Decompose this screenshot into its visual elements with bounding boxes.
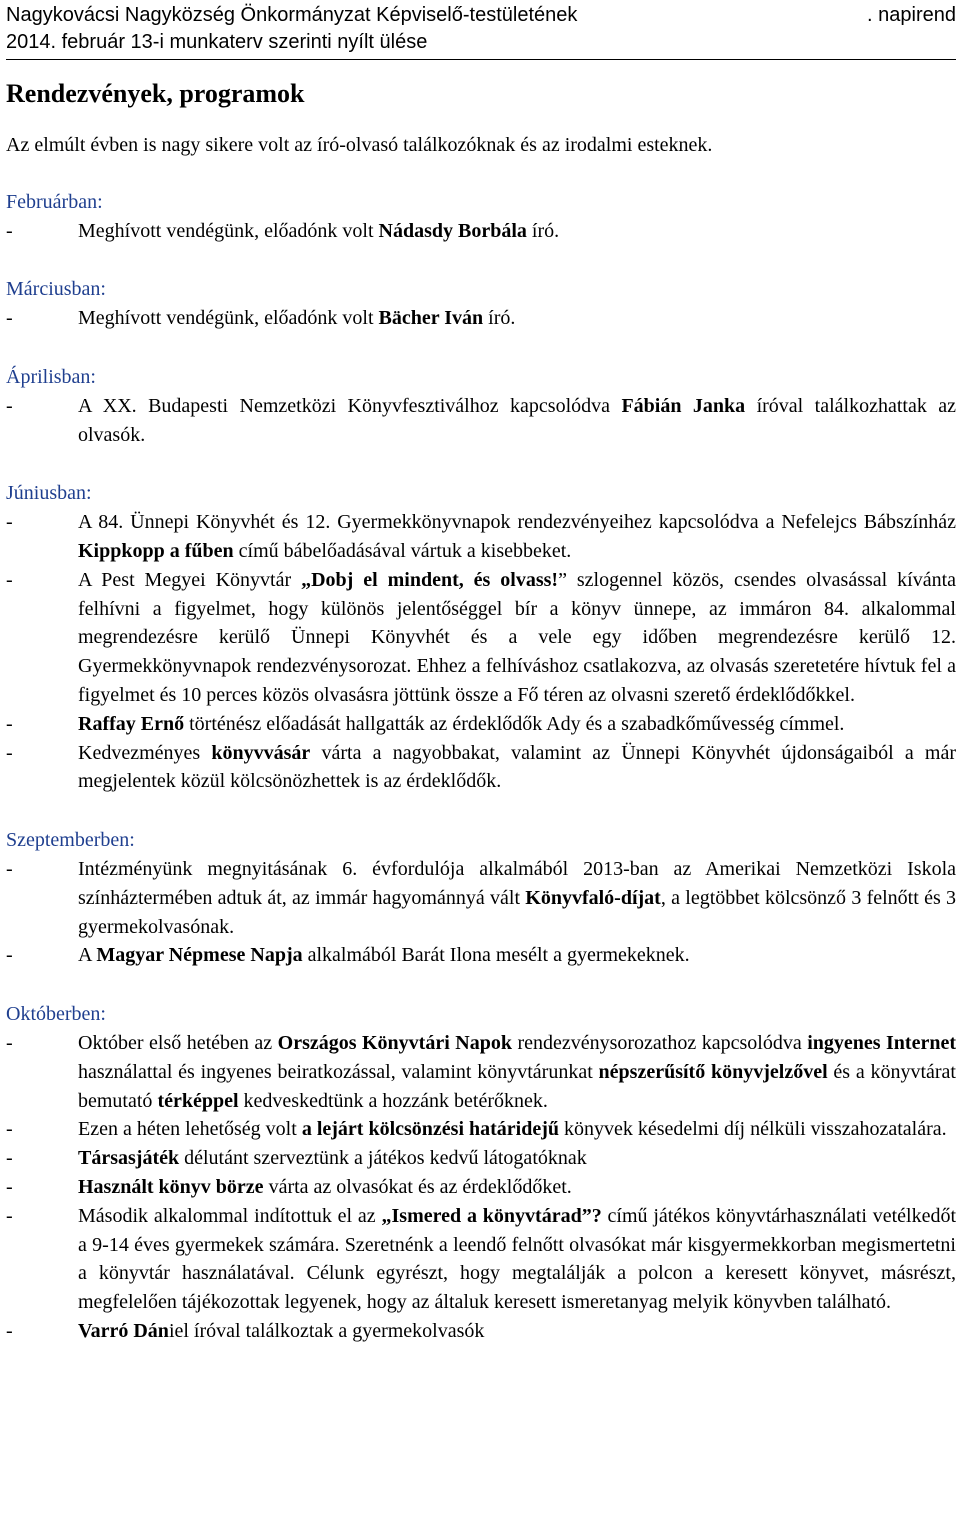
section-heading: Áprilisban: bbox=[6, 365, 96, 388]
list-item bbox=[6, 1115, 956, 1144]
list-dash: - bbox=[6, 712, 13, 735]
bold-text: térképpel bbox=[157, 1089, 239, 1112]
list-dash: - bbox=[6, 944, 13, 967]
list-item bbox=[6, 1173, 956, 1202]
bold-text: könyvvásár bbox=[211, 741, 311, 764]
list-item bbox=[6, 710, 956, 739]
list-dash: - bbox=[6, 568, 13, 591]
list-dash: - bbox=[6, 307, 13, 330]
bold-text: Fábián Janka bbox=[621, 394, 746, 417]
bold-text: Bächer Iván bbox=[378, 307, 484, 330]
list-dash: - bbox=[6, 1147, 13, 1170]
bold-text: „Ismered a könyvtárad”? bbox=[381, 1204, 602, 1227]
header-organization: Nagykovácsi Nagyközség Önkormányzat Képviselő-testületének bbox=[6, 4, 578, 26]
list-item bbox=[6, 566, 956, 710]
section-heading: Szeptemberben: bbox=[6, 829, 135, 852]
text-run: alkalmából Barát Ilona mesélt a gyermekeknek. bbox=[302, 944, 690, 967]
header-agenda-item: . napirend bbox=[867, 4, 956, 26]
bold-text: Varró Dán bbox=[78, 1319, 169, 1342]
text-run: ” szlogennel közös, csendes olvasással kívánta felhívni a figyelmet, hogy különös jelentőséggel bír a könyv ünnepe, az immáron 84. alkalommal megrendezésre kerülő Ünnepi Könyvhét és a vele egy időben megrendezésre kerülő 12. Gyermekkönyvnapok rendezvénysorozat. Ehhez a felhíváshoz csatlakozva, az olvasás szeretetére hívtuk fel a figyelmet és 10 perces közös olvasásra jöttünk össze a Fő téren az olvasni szerető érdeklődőkkel. bbox=[78, 568, 957, 706]
list-item bbox=[6, 508, 956, 566]
list-item bbox=[6, 1144, 956, 1173]
text-run: Második alkalommal indítottuk el az bbox=[78, 1204, 382, 1227]
document-body bbox=[6, 72, 956, 1346]
text-run: várta az olvasókat és az érdeklődőket. bbox=[263, 1175, 572, 1198]
text-run: című játékos könyvtárhasználati vetélkedőt a 9-14 éves gyermekek számára. Szeretnénk a leendő felnőtt olvasókat már kisgyermekkorban megismertetni a könyvtár használatával. Célunk egyrészt, hogy megtalálják a polcon a keresett könyvet, másrészt, megfelelően tájékozottak legyenek, hogy az általuk keresett ismeretanyag melyik könyvben található. bbox=[78, 1204, 957, 1314]
text-run: Meghívott vendégünk, előadónk volt bbox=[78, 307, 379, 330]
text-run: várta a nagyobbakat, valamint az Ünnepi Könyvhét újdonságaiból a már megjelentek közül kölcsönözhettek is az érdeklődők. bbox=[78, 741, 956, 793]
text-run: Október első hetében az bbox=[78, 1031, 278, 1054]
text-run: történész előadását hallgatták az érdeklődők Ady és a szabadkőművesség címmel. bbox=[184, 712, 845, 735]
section-list bbox=[6, 855, 956, 970]
section-list bbox=[6, 1029, 956, 1346]
list-item bbox=[6, 392, 956, 450]
bold-text: „Dobj el mindent, és olvass! bbox=[301, 568, 559, 591]
bold-text: Használt könyv börze bbox=[78, 1175, 264, 1198]
list-dash: - bbox=[6, 511, 13, 534]
list-dash: - bbox=[6, 394, 13, 417]
bold-text: ingyenes Internet bbox=[807, 1031, 956, 1054]
text-run: , a legtöbbet kölcsönző 3 felnőtt és 3 gyermekolvasónak. bbox=[78, 886, 956, 938]
section-heading: Júniusban: bbox=[6, 482, 92, 505]
header-session: 2014. február 13-i munkaterv szerinti nyílt ülése bbox=[6, 31, 428, 53]
list-dash: - bbox=[6, 1319, 13, 1342]
section-heading: Februárban: bbox=[6, 190, 103, 213]
bold-text: a lejárt kölcsönzési határidejű bbox=[301, 1118, 559, 1141]
list-item bbox=[6, 1202, 956, 1317]
section-list bbox=[6, 217, 956, 246]
text-run: író. bbox=[483, 307, 516, 330]
text-run: íróval találkozhattak az olvasók. bbox=[78, 394, 957, 446]
text-run: iel íróval találkoztak a gyermekolvasók bbox=[168, 1319, 485, 1342]
text-run: rendezvénysorozathoz kapcsolódva bbox=[511, 1031, 808, 1054]
bold-text: Országos Könyvtári Napok bbox=[277, 1031, 512, 1054]
list-dash: - bbox=[6, 1031, 13, 1054]
text-run: író. bbox=[526, 219, 560, 242]
list-dash: - bbox=[6, 219, 13, 242]
bold-text: Magyar Népmese Napja bbox=[96, 944, 303, 967]
text-run: A XX. Budapesti Nemzetközi Könyvfesztiválhoz kapcsolódva bbox=[78, 394, 622, 417]
section-list bbox=[6, 508, 956, 796]
text-run: és a könyvtárat bemutató bbox=[78, 1060, 956, 1112]
header-divider bbox=[6, 59, 956, 60]
text-run: használattal és ingyenes beiratkozással, valamint könyvtárunkat bbox=[78, 1060, 599, 1083]
text-run: A 84. Ünnepi Könyvhét és 12. Gyermekkönyvnapok rendezvényeihez kapcsolódva a Nefelejcs Bábszínház bbox=[78, 511, 956, 534]
list-item bbox=[6, 304, 956, 333]
list-item bbox=[6, 739, 956, 797]
list-dash: - bbox=[6, 1175, 13, 1198]
section-list bbox=[6, 392, 956, 450]
list-item bbox=[6, 941, 956, 970]
section-list bbox=[6, 304, 956, 333]
list-item bbox=[6, 1317, 956, 1346]
bold-text: Kippkopp a fűben bbox=[78, 539, 234, 562]
text-run: A Pest Megyei Könyvtár bbox=[78, 568, 302, 591]
section-heading: Októberben: bbox=[6, 1003, 106, 1026]
text-run: kedveskedtünk a hozzánk betérőknek. bbox=[238, 1089, 548, 1112]
text-run: könyvek késedelmi díj nélküli visszahozatalára. bbox=[559, 1118, 947, 1141]
sections-container bbox=[6, 188, 956, 1346]
bold-text: Raffay Ernő bbox=[78, 712, 185, 735]
list-dash: - bbox=[6, 1204, 13, 1227]
list-item bbox=[6, 855, 956, 941]
list-dash: - bbox=[6, 741, 13, 764]
list-dash: - bbox=[6, 1118, 13, 1141]
text-run: című bábelőadásával vártuk a kisebbeket. bbox=[233, 539, 572, 562]
text-run: délutánt szerveztünk a játékos kedvű látogatóknak bbox=[179, 1147, 587, 1170]
text-run: Intézményünk megnyitásának 6. évfordulója alkalmából 2013-ban az Amerikai Nemzetközi Iskola színháztermében adtuk át, az immár hagyománnyá vált bbox=[78, 857, 956, 909]
list-dash: - bbox=[6, 857, 13, 880]
page-title: Rendezvények, programok bbox=[6, 79, 305, 108]
section-heading: Márciusban: bbox=[6, 278, 106, 301]
text-run: Kedvezményes bbox=[78, 741, 212, 764]
bold-text: Könyvfaló-díjat bbox=[525, 886, 661, 909]
bold-text: Nádasdy Borbála bbox=[378, 219, 527, 242]
text-run: Meghívott vendégünk, előadónk volt bbox=[78, 219, 379, 242]
text-run: A bbox=[78, 944, 97, 967]
list-item bbox=[6, 1029, 956, 1115]
intro-paragraph: Az elmúlt évben is nagy sikere volt az író-olvasó találkozóknak és az irodalmi esteknek. bbox=[6, 134, 713, 156]
text-run: Ezen a héten lehetőség volt bbox=[78, 1118, 302, 1141]
bold-text: Társasjáték bbox=[78, 1147, 180, 1170]
list-item bbox=[6, 217, 956, 246]
bold-text: népszerűsítő könyvjelzővel bbox=[598, 1060, 828, 1083]
